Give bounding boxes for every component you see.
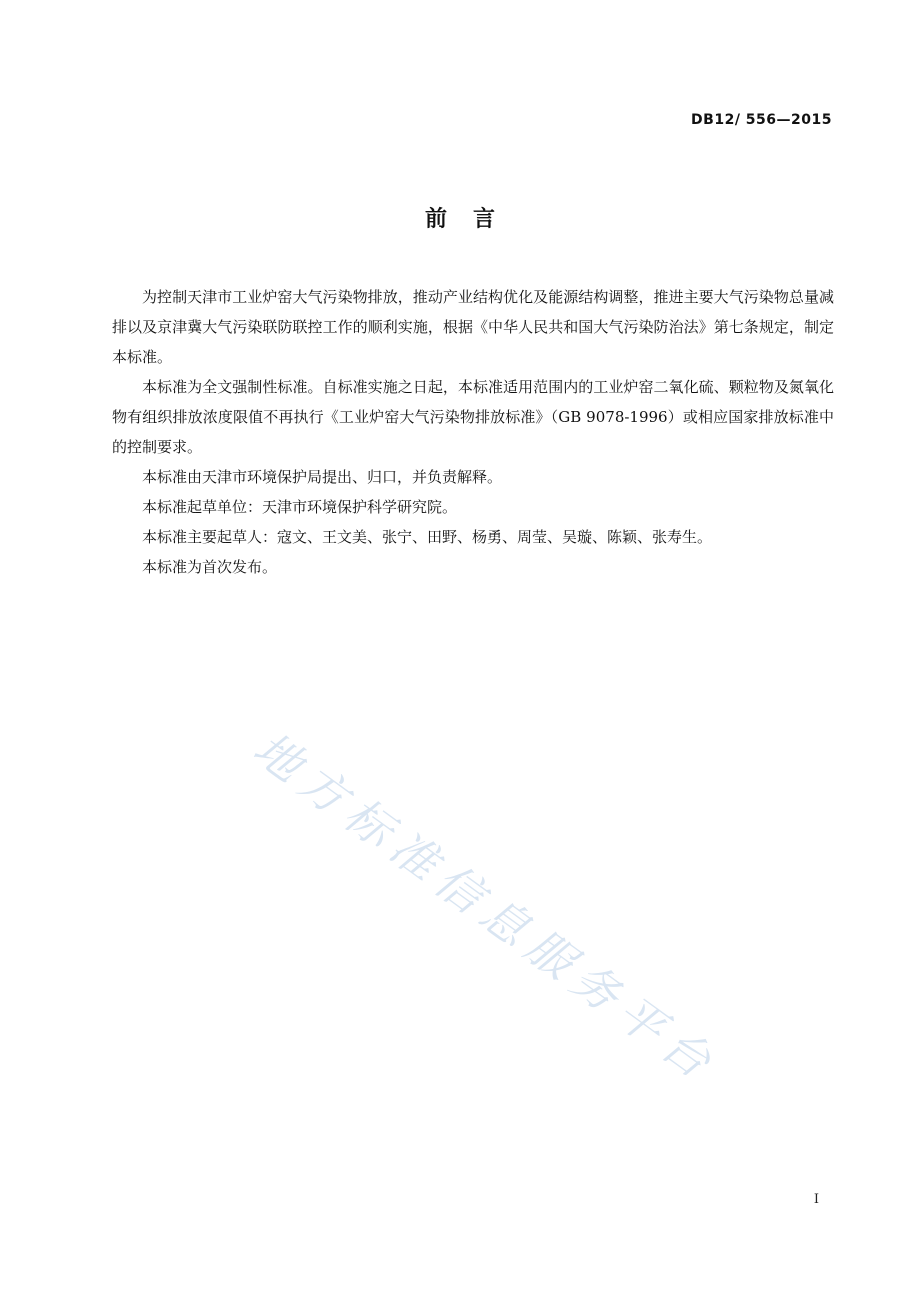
page-number: I — [813, 1192, 819, 1207]
paragraph-drafting-unit: 本标准起草单位：天津市环境保护科学研究院。 — [142, 498, 458, 516]
paragraph-mandatory: 本标准为全文强制性标准。自标准实施之日起，本标准适用范围内的工业炉窑二氧化硫、颗粒物及氮氧化物有组织排放浓度限值不再执行《工业炉窑大气污染物排放标准》（GB 9078-1996）或相应国家排放标准中的控制要求。 — [112, 378, 834, 456]
page-title — [0, 202, 920, 233]
page-title-char: 前 — [424, 207, 447, 232]
page-title-char: 言 — [473, 207, 496, 232]
paragraph-first-release: 本标准为首次发布。 — [142, 558, 278, 576]
paragraph-proposer: 本标准由天津市环境保护局提出、归口，并负责解释。 — [142, 468, 503, 486]
foreword-body — [112, 282, 834, 582]
watermark: 地方标准信息服务平台 — [243, 721, 729, 1094]
paragraph-purpose: 为控制天津市工业炉窑大气污染物排放，推动产业结构优化及能源结构调整，推进主要大气污染物总量减排以及京津冀大气污染联防联控工作的顺利实施，根据《中华人民共和国大气污染防治法》第七条规定，制定本标准。 — [112, 288, 834, 366]
document-code: DB12/ 556—2015 — [691, 112, 832, 128]
paragraph-drafters: 本标准主要起草人：寇文、王文美、张宁、田野、杨勇、周莹、吴璇、陈颖、张寿生。 — [142, 528, 713, 546]
